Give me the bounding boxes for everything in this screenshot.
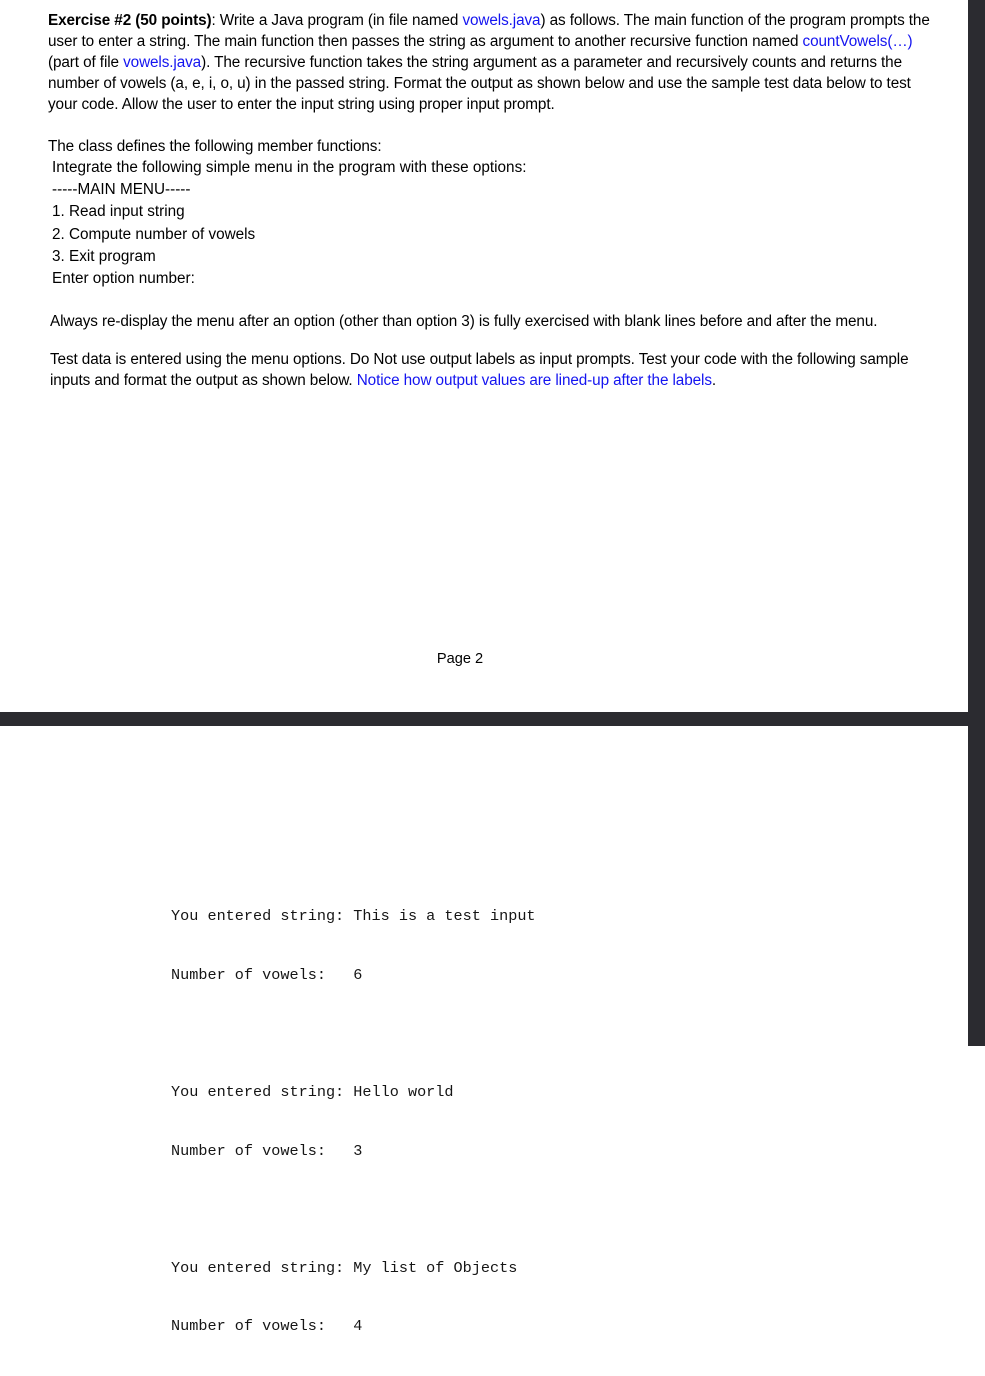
menu-line-prompt: Enter option number: bbox=[52, 270, 195, 288]
exercise-intro-part3: (part of file bbox=[48, 54, 124, 71]
output-label-vowels-2: Number of vowels: bbox=[171, 1141, 326, 1160]
output-label-string-2: You entered string: bbox=[171, 1082, 345, 1101]
output-line-vowels-3 bbox=[171, 1317, 536, 1337]
output-line-vowels-1 bbox=[171, 966, 536, 986]
menu-line-option-1: 1. Read input string bbox=[52, 203, 185, 221]
page-2-content bbox=[48, 10, 938, 391]
output-value-string-2: Hello world bbox=[353, 1082, 454, 1101]
test-data-paragraph bbox=[48, 349, 938, 391]
file-name-link-2: vowels.java bbox=[123, 54, 202, 71]
right-gutter-scrollbar-track[interactable] bbox=[968, 0, 985, 1046]
spacer-after-intro bbox=[48, 115, 938, 136]
member-functions-lead-line: The class defines the following member functions: bbox=[48, 138, 382, 155]
test-data-tail: . bbox=[711, 372, 717, 390]
file-name-link-1: vowels.java bbox=[462, 12, 541, 29]
exercise-intro-part1: : Write a Java program (in file named bbox=[211, 12, 463, 29]
menu-line-option-3: 3. Exit program bbox=[52, 247, 156, 265]
output-label-vowels-1: Number of vowels: bbox=[171, 965, 326, 984]
output-blank-line-1 bbox=[171, 1025, 536, 1044]
exercise-intro-paragraph bbox=[48, 10, 938, 115]
output-line-string-3 bbox=[171, 1259, 536, 1279]
test-data-blue-note: Notice how output values are lined-up after the labels bbox=[356, 372, 712, 390]
exercise-intro-part2: ) as follows. The main function of the program prompts the user to enter a string. The main function then passes the string as argument to another recursive function named bbox=[48, 12, 930, 50]
document-page-3 bbox=[0, 726, 968, 1336]
spacer-after-menu bbox=[48, 290, 938, 311]
test-data-black-text: Test data is entered using the menu options. Do Not use output labels as input prompts. Test your code with the following sample inputs and format the output as shown below. bbox=[50, 351, 909, 390]
output-value-vowels-2: 3 bbox=[353, 1141, 363, 1160]
function-name-countvowels: countVowels(…) bbox=[802, 33, 913, 50]
output-value-string-3: My list of Objects bbox=[353, 1258, 518, 1277]
page-separator-band bbox=[0, 712, 968, 726]
menu-intro-line: Integrate the following simple menu in the program with these options: bbox=[52, 159, 527, 176]
menu-block bbox=[48, 157, 938, 290]
spacer-after-redisplay bbox=[48, 332, 938, 349]
output-label-string-3: You entered string: bbox=[171, 1258, 345, 1277]
output-label-vowels-3: Number of vowels: bbox=[171, 1317, 326, 1336]
output-value-vowels-1: 6 bbox=[353, 965, 363, 984]
menu-line-option-2: 2. Compute number of vowels bbox=[52, 225, 256, 243]
menu-line-title: -----MAIN MENU----- bbox=[52, 181, 191, 199]
exercise-heading: Exercise #2 (50 points) bbox=[48, 12, 212, 29]
page-number-footer: Page 2 bbox=[436, 651, 484, 667]
output-label-string-1: You entered string: bbox=[171, 907, 345, 926]
output-line-string-1 bbox=[171, 907, 536, 927]
output-line-string-2 bbox=[171, 1083, 536, 1103]
output-blank-line-2 bbox=[171, 1201, 536, 1220]
sample-output-console bbox=[171, 868, 536, 1376]
exercise-intro-part4: ). The recursive function takes the string argument as a parameter and recursively counts and returns the number of vowels (a, e, i, o, u) in the passed string. Format the output as shown below and use the sample test data below to test your code. Allow the user to enter the input string using proper input prompt. bbox=[48, 54, 911, 113]
output-value-vowels-3: 4 bbox=[353, 1317, 363, 1336]
output-line-vowels-2 bbox=[171, 1142, 536, 1162]
redisplay-note-paragraph: Always re-display the menu after an option (other than option 3) is fully exercised with blank lines before and after the menu. bbox=[50, 313, 878, 331]
output-value-string-1: This is a test input bbox=[353, 907, 536, 926]
